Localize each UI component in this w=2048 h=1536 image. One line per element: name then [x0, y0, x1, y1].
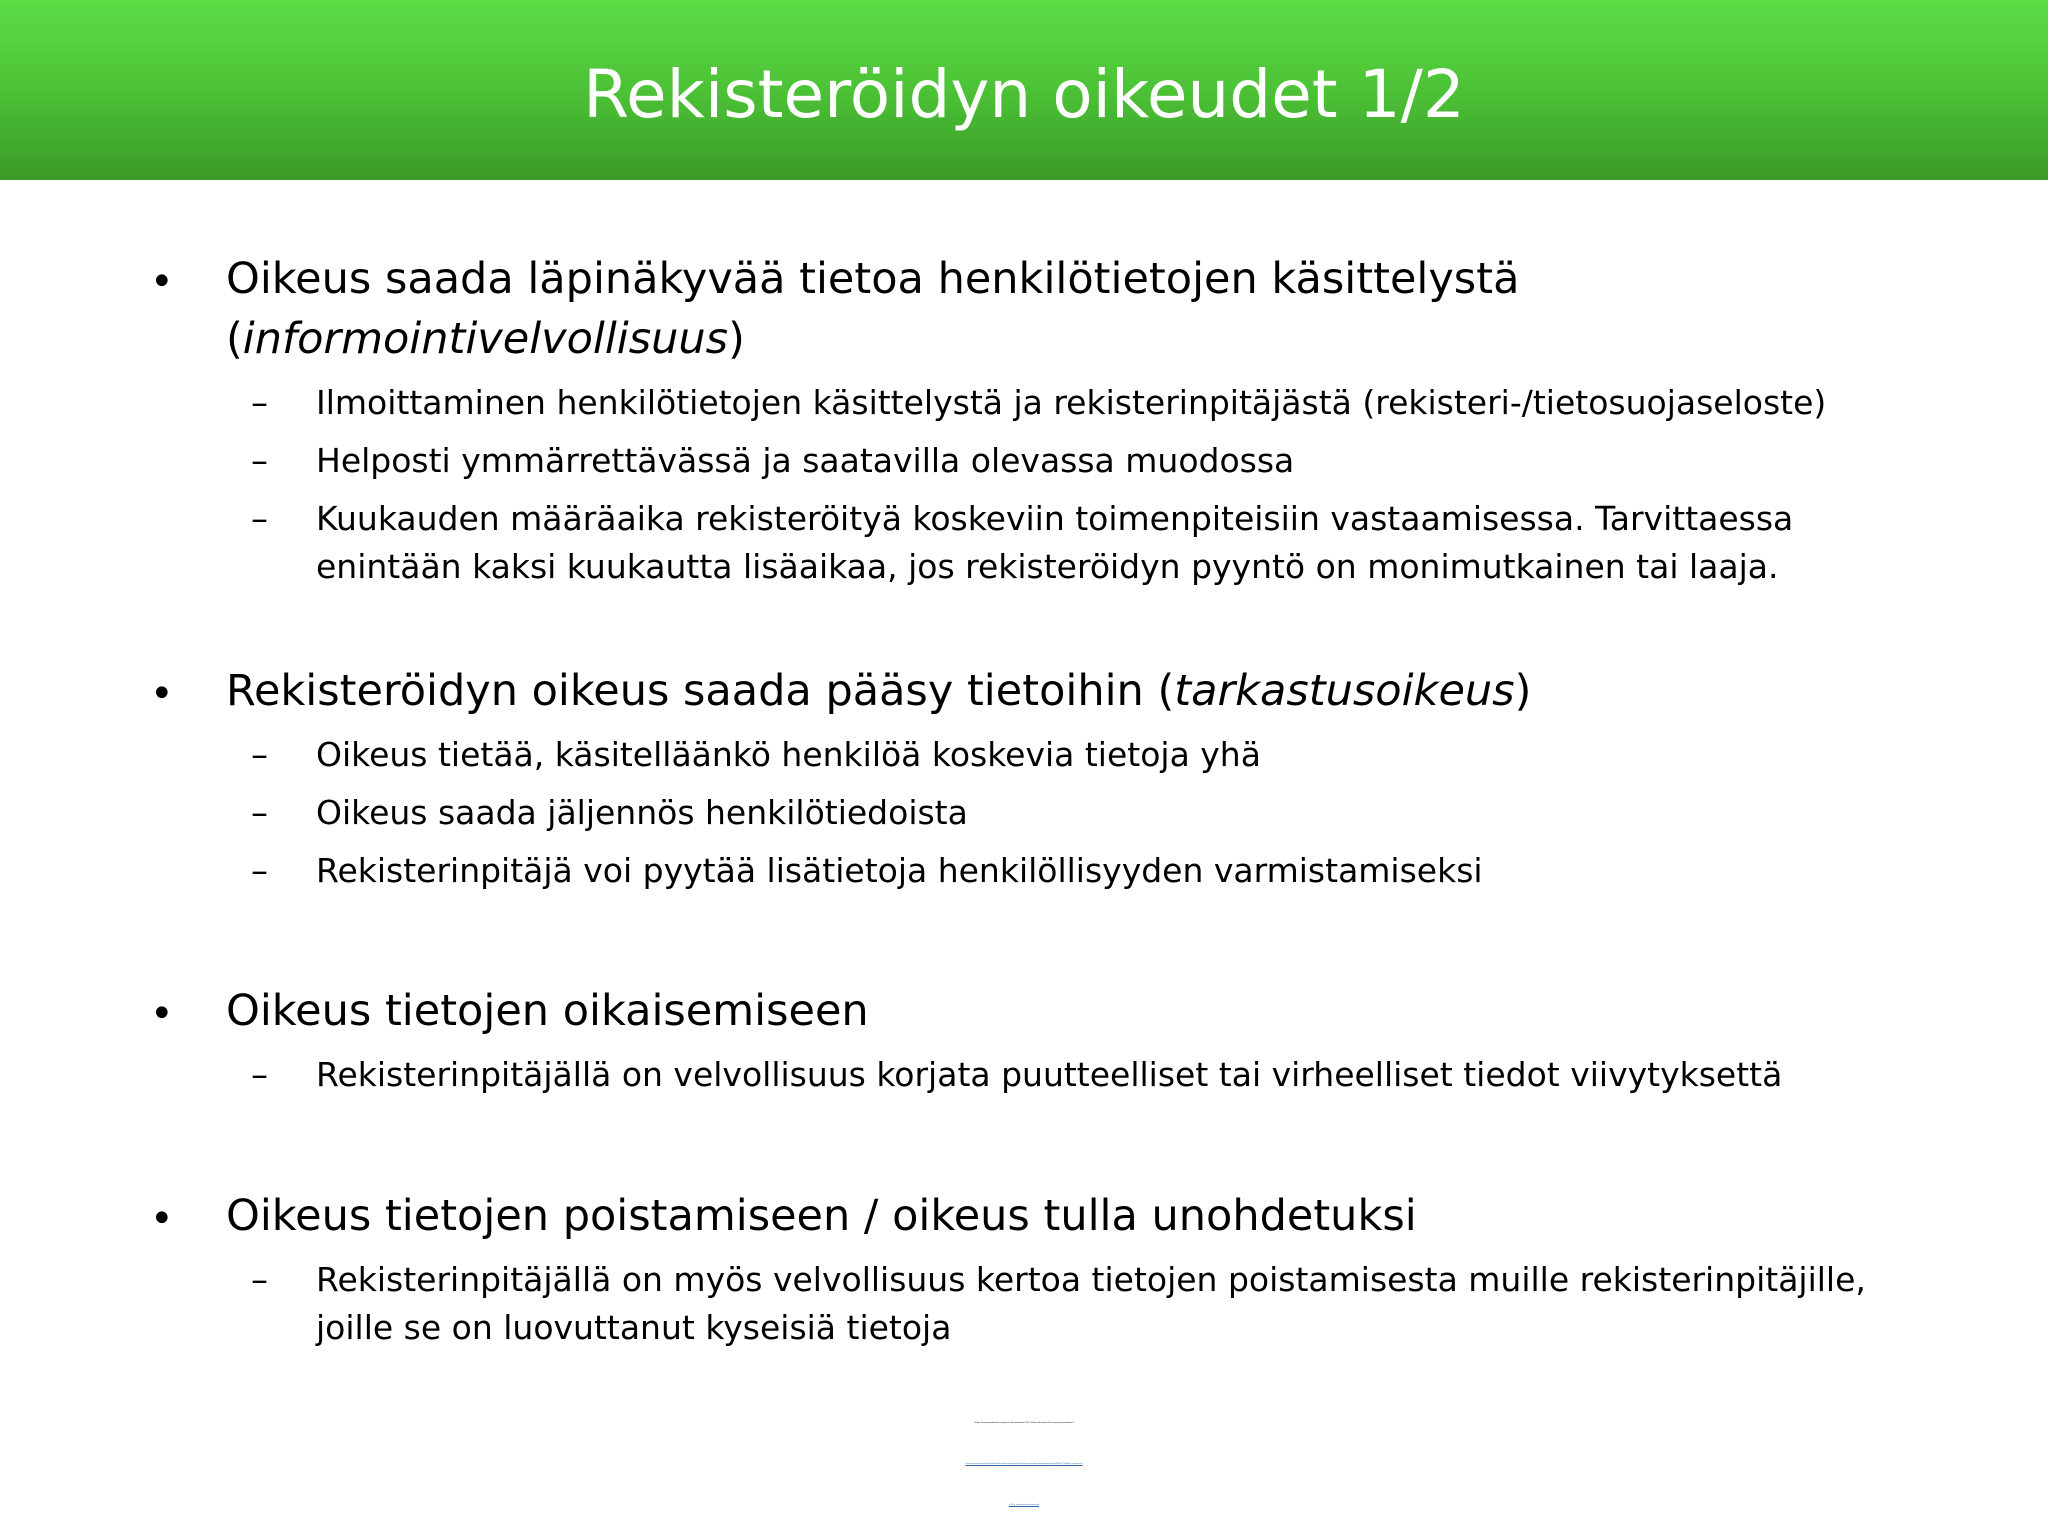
sub-marker: –: [251, 499, 268, 539]
bullet-1-sub-3-line-2: enintään kaksi kuukautta lisäaikaa, jos rekisteröidyn pyyntö on monimutkainen tai laaja.: [316, 547, 1779, 586]
bullet-2-sub-3: Rekisterinpitäjä voi pyytää lisätietoja henkilöllisyyden varmistamiseksi: [316, 851, 1483, 890]
bullet-1-line-2: [226, 308, 1926, 370]
bullet-2-text-after: ): [1514, 666, 1532, 716]
source-link-line-2[interactable]: a_EUn_tietosuoja-asetukseen.pdf: [1008, 1504, 1040, 1506]
bullet-1-paren-close: ): [728, 314, 745, 364]
sub-marker: –: [251, 793, 268, 833]
bullet-1-line-1: Oikeus saada läpinäkyvää tietoa henkilötietojen käsittelystä: [226, 254, 1520, 304]
sub-marker: –: [251, 735, 268, 775]
source-citation: Lähde: Tietosuojavaltuutetun toimisto ja Oikeusministeriö, 2017, Miten valmistautua EU:n tietosuoja-asetukseen?: [974, 1422, 1074, 1424]
source-link-line-1[interactable]: http://www.tietosuoja.fi/material/attachments/tietosuojavaltuutettu/tietosuojavaltuutetuntoimisto/oppaat/1Em8rT7IF/Miten_valmistautu: [965, 1463, 1083, 1465]
sub-marker: –: [251, 851, 268, 891]
sub-marker: –: [251, 383, 268, 423]
bullet-marker: •: [150, 671, 174, 717]
bullet-1-sub-2: Helposti ymmärrettävässä ja saatavilla olevassa muodossa: [316, 441, 1295, 480]
sub-marker: –: [251, 441, 268, 481]
bullet-3-sub-1: Rekisterinpitäjällä on velvollisuus korjata puutteelliset tai virheelliset tiedot viivytyksettä: [316, 1055, 1783, 1094]
bullet-4-sub-1-line-2: joille se on luovuttanut kyseisiä tietoja: [316, 1308, 952, 1347]
bullet-1-sub-1: Ilmoittaminen henkilötietojen käsittelystä ja rekisterinpitäjästä (rekisteri-/tietosuojaseloste): [316, 383, 1827, 422]
bullet-1-italic-term: informointivelvollisuus: [242, 314, 729, 364]
bullet-2-text: [226, 660, 1926, 722]
bullet-marker: •: [150, 259, 174, 305]
bullet-1-sub-3-line-1: Kuukauden määräaika rekisteröityä koskeviin toimenpiteisiin vastaamisessa. Tarvittaessa: [316, 499, 1794, 538]
bullet-3-text: Oikeus tietojen oikaisemiseen: [226, 986, 869, 1036]
bullet-marker: •: [150, 1196, 174, 1242]
bullet-2-text-before: Rekisteröidyn oikeus saada pääsy tietoihin (: [226, 666, 1175, 716]
bullet-4-sub-1-line-1: Rekisterinpitäjällä on myös velvollisuus kertoa tietojen poistamisesta muille rekisterinpitäjille,: [316, 1260, 1866, 1299]
bullet-4-text: Oikeus tietojen poistamiseen / oikeus tulla unohdetuksi: [226, 1191, 1417, 1241]
bullet-2-sub-1: Oikeus tietää, käsitelläänkö henkilöä koskevia tietoja yhä: [316, 735, 1261, 774]
bullet-2-italic-term: tarkastusoikeus: [1174, 666, 1515, 716]
bullet-marker: •: [150, 991, 174, 1037]
sub-marker: –: [251, 1055, 268, 1095]
bullet-2-sub-2: Oikeus saada jäljennös henkilötiedoista: [316, 793, 968, 832]
sub-marker: –: [251, 1260, 268, 1300]
slide-title: Rekisteröidyn oikeudet 1/2: [583, 56, 1465, 133]
bullet-1-paren-open: (: [226, 314, 243, 364]
